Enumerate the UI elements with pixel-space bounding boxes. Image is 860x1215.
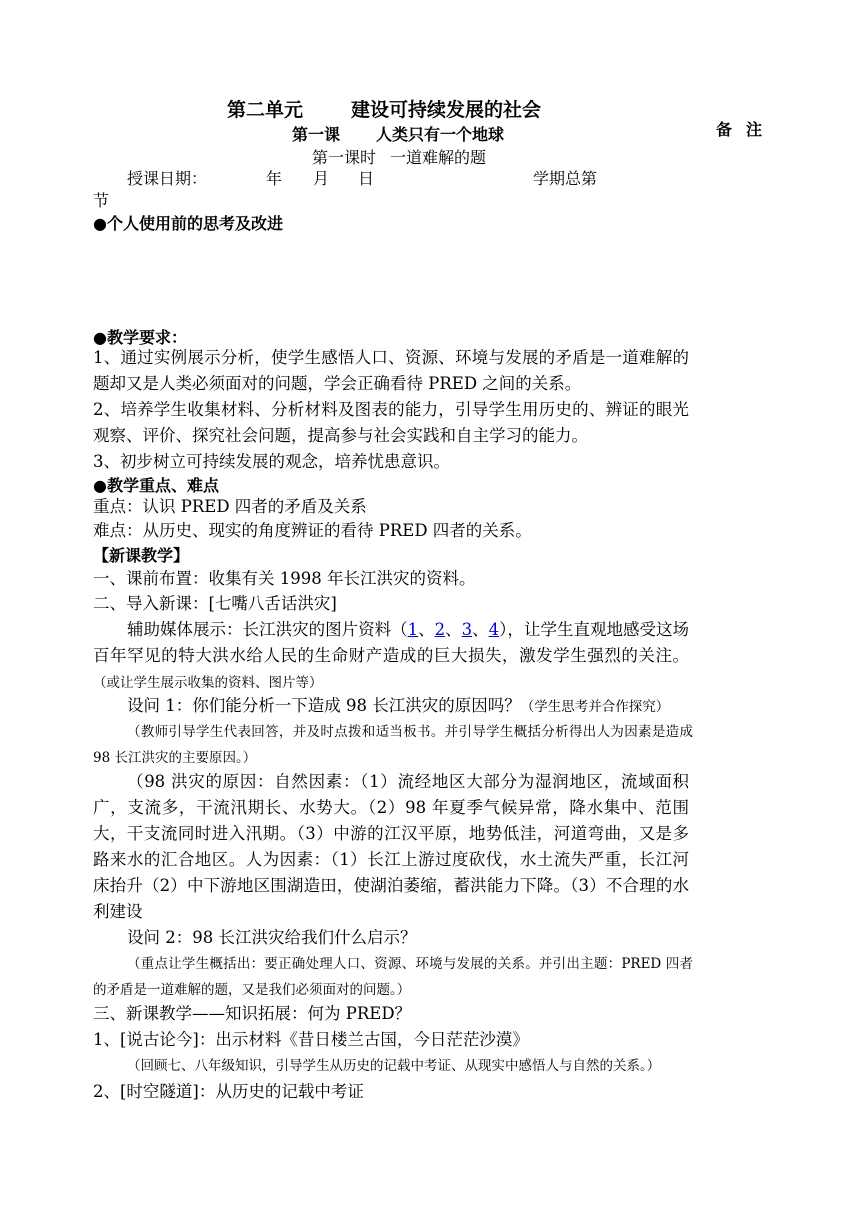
step-1: 一、课前布置：收集有关 1998 年长江洪灾的资料。 [93,569,476,588]
term-total-label: 学期总第 [533,169,598,188]
date-label: 授课日期： [127,169,208,188]
section-1: 1、[说古论今]：出示材料《昔日楼兰古国，今日茫茫沙漠》 [93,1030,529,1049]
media-text-post: ），让学生直观地感受这场百年罕见的特大洪水给人民的生命财产造成的巨大损失，激发学生强烈的关注。 [93,620,690,665]
section-1-note: （回顾七、八年级知识，引导学生从历史的记载中考证、从现实中感悟人与自然的关系。） [127,1058,661,1074]
image-link-4[interactable]: 4 [488,620,500,639]
media-paragraph: 辅助媒体展示：长江洪灾的图片资料（1、2、3、4），让学生直观地感受这场百年罕见的特大洪水给人民的生命财产造成的巨大损失，激发学生强烈的关注。（或让学生展示收集的资料、图片等） [93,620,690,691]
requirement-item-1: 1、通过实例展示分析，使学生感悟人口、资源、环境与发展的矛盾是一道难解的题却又是人类必须面对的问题，学会正确看待 PRED 之间的关系。 [93,348,689,393]
focus-point: 重点：认识 PRED 四者的矛盾及关系 [93,497,367,516]
image-link-2[interactable]: 2 [434,620,446,639]
remark-column-label: 备注 [716,120,777,139]
day-label: 日 [358,169,375,188]
question-1-note: （学生思考并合作探究） [520,699,670,715]
step-2: 二、导入新课：[七嘴八舌话洪灾] [93,594,337,613]
question-2-note: （重点让学生概括出：要正确处理人口、资源、环境与发展的关系。并引出主题：PRED 四者的矛盾是一道难解的题，又是我们必须面对的问题。） [93,956,693,998]
period-title [312,145,486,168]
image-link-3[interactable]: 3 [461,620,473,639]
reflection-heading: ●个人使用前的思考及改进 [93,214,283,233]
question-1-guide: （教师引导学生代表回答，并及时点拨和适当板书。并引导学生概括分析得出人为因素是造成 98 长江洪灾的主要原因。） [93,724,693,766]
unit-label: 第二单元 [227,99,304,121]
new-lesson-heading: 【新课教学】 [93,546,190,565]
question-1 [93,693,689,720]
unit-title [227,95,541,122]
requirement-item-3: 3、初步树立可持续发展的观念，培养忧患意识。 [93,452,450,471]
year-label: 年 [266,169,283,188]
media-text-pre: 辅助媒体展示：长江洪灾的图片资料（ [127,620,408,639]
period-label: 第一课时 [312,148,377,167]
month-label: 月 [313,169,330,188]
lesson-name: 人类只有一个地球 [376,125,505,144]
difficulty-point: 难点：从历史、现实的角度辨证的看待 PRED 四者的关系。 [93,521,532,540]
section-2: 2、[时空隧道]：从历史的记载中考证 [93,1082,364,1101]
flood-causes: （98 洪灾的原因：自然因素：（1）流经地区大部分为湿润地区，流域面积广，支流多，干流汛期长、水势大。（2）98 年夏季气候异常，降水集中、范围大，干支流同时进入汛期。（3）中游的江汉平原，地势低洼，河道弯曲，又是多路来水的汇合地区。人为因素：（1）长江上游过度砍伐，水土流失严重，长江河床抬升（2）中下游地区围湖造田，使湖泊萎缩，蓄洪能力下降。（3）不合理的水利建设 [93,772,689,921]
section-label: 节 [93,191,110,210]
lesson-label: 第一课 [292,125,341,144]
image-link-1[interactable]: 1 [407,620,419,639]
keypoints-heading: ●教学重点、难点 [93,476,219,495]
step-3: 三、新课教学——知识拓展：何为 PRED？ [93,1004,412,1023]
lesson-title [292,122,504,145]
requirement-item-2: 2、培养学生收集材料、分析材料及图表的能力，引导学生用历史的、辨证的眼光观察、评价、探究社会问题，提高参与社会实践和自主学习的能力。 [93,400,689,445]
question-1-text: 设问 1：你们能分析一下造成 98 长江洪灾的原因吗？ [127,696,521,715]
media-note: （或让学生展示收集的资料、图片等） [93,675,323,691]
period-name: 一道难解的题 [390,148,487,167]
question-2: 设问 2：98 长江洪灾给我们什么启示？ [127,928,417,947]
requirements-heading: ●教学要求： [93,328,187,347]
unit-name: 建设可持续发展的社会 [351,99,542,121]
